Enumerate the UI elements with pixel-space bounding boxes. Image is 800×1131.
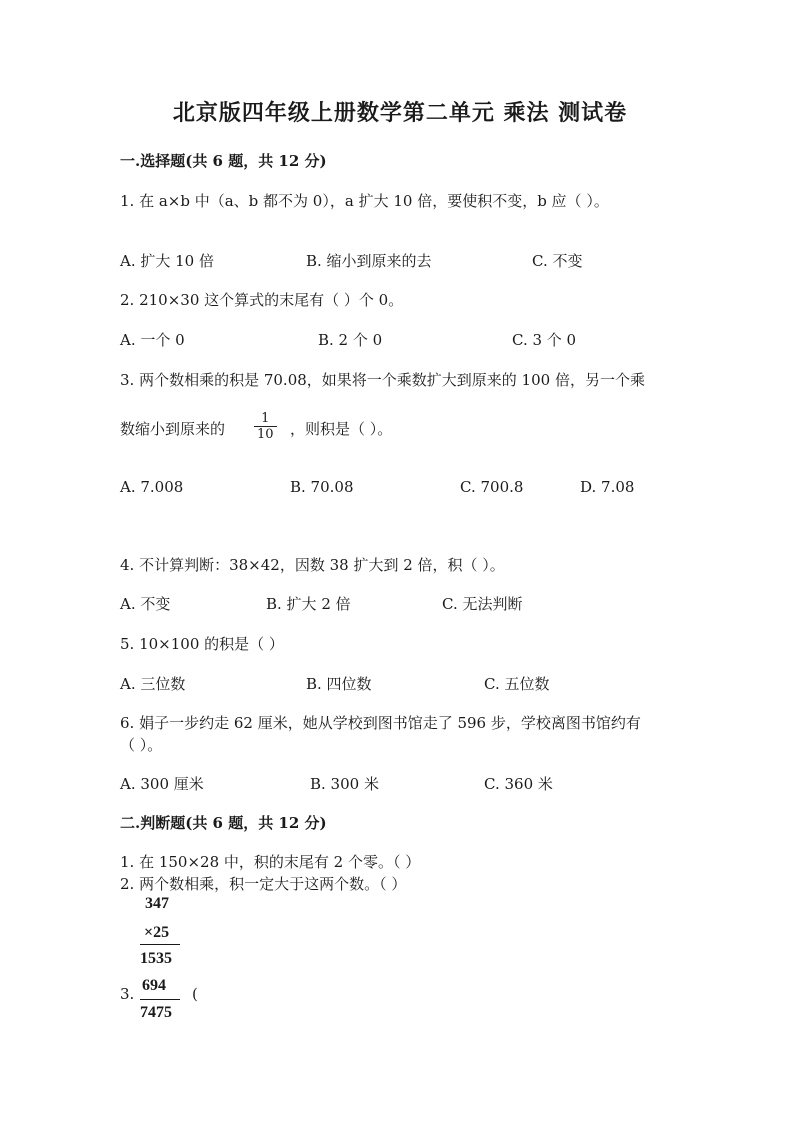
judgment-2-text: 2. 两个数相乘，积一定大于这两个数。（ ） [120,875,407,893]
vertical-partial-product: 1535 [140,950,172,967]
question-6-option-a: A. 300 厘米 [120,775,204,793]
vertical-rule-2 [140,999,180,1000]
question-4-option-a: A. 不变 [120,595,171,613]
judgment-1-text: 1. 在 150×28 中，积的末尾有 2 个零。（ ） [120,853,421,871]
question-2-option-c: C. 3 个 0 [512,331,577,349]
section-heading-judgment: 二.判断题(共 6 题，共 12 分) [120,814,327,832]
vertical-second-partial: 694 [142,977,166,994]
vertical-multiplier: ×25 [144,924,170,941]
question-5-option-c: C. 五位数 [484,675,550,693]
fraction-denominator: 10 [254,426,277,442]
question-3-line-2-suffix: ，则积是（ ）。 [290,420,393,438]
vertical-multiplicand: 347 [145,895,169,912]
fraction-numerator: 1 [261,411,270,426]
question-1-option-c: C. 不变 [532,252,583,270]
question-6-line-1: 6. 娟子一步约走 62 厘米，她从学校到图书馆走了 596 步，学校离图书馆约有 [120,714,641,732]
question-3-option-d: D. 7.08 [580,478,635,496]
question-6-line-2: （ ）。 [120,736,163,754]
question-3-line-2-prefix: 数缩小到原来的 [120,420,226,438]
question-1-text: 1. 在 a×b 中（a、b 都不为 0），a 扩大 10 倍，要使积不变，b 应（ ）。 [120,192,609,210]
question-2-option-b: B. 2 个 0 [318,331,383,349]
page-title: 北京版四年级上册数学第二单元 乘法 测试卷 [172,100,628,126]
question-1-option-a: A. 扩大 10 倍 [120,252,214,270]
question-5-text: 5. 10×100 的积是（ ） [120,635,284,653]
question-6-option-c: C. 360 米 [484,775,553,793]
question-6-option-b: B. 300 米 [310,775,379,793]
judgment-3-paren: ( [192,985,198,1003]
question-5-option-b: B. 四位数 [306,675,372,693]
question-4-option-c: C. 无法判断 [442,595,523,613]
question-3-line-1: 3. 两个数相乘的积是 70.08，如果将一个乘数扩大到原来的 100 倍，另一个乘 [120,371,645,389]
question-3-option-b: B. 70.08 [290,478,354,496]
question-3-option-a: A. 7.008 [120,478,184,496]
vertical-final-product: 7475 [140,1004,172,1021]
question-5-option-a: A. 三位数 [120,675,186,693]
question-4-text: 4. 不计算判断：38×42，因数 38 扩大到 2 倍，积（ ）。 [120,556,505,574]
question-2-option-a: A. 一个 0 [120,331,185,349]
question-4-option-b: B. 扩大 2 倍 [266,595,351,613]
judgment-3-number: 3. [120,985,135,1003]
section-heading-choice: 一.选择题(共 6 题，共 12 分) [120,152,327,170]
question-1-option-b: B. 缩小到原来的去 [306,252,432,270]
fraction-one-tenth [254,411,277,442]
question-2-text: 2. 210×30 这个算式的末尾有（ ）个 0。 [120,291,404,309]
question-3-option-c: C. 700.8 [460,478,524,496]
vertical-rule-1 [140,944,180,945]
